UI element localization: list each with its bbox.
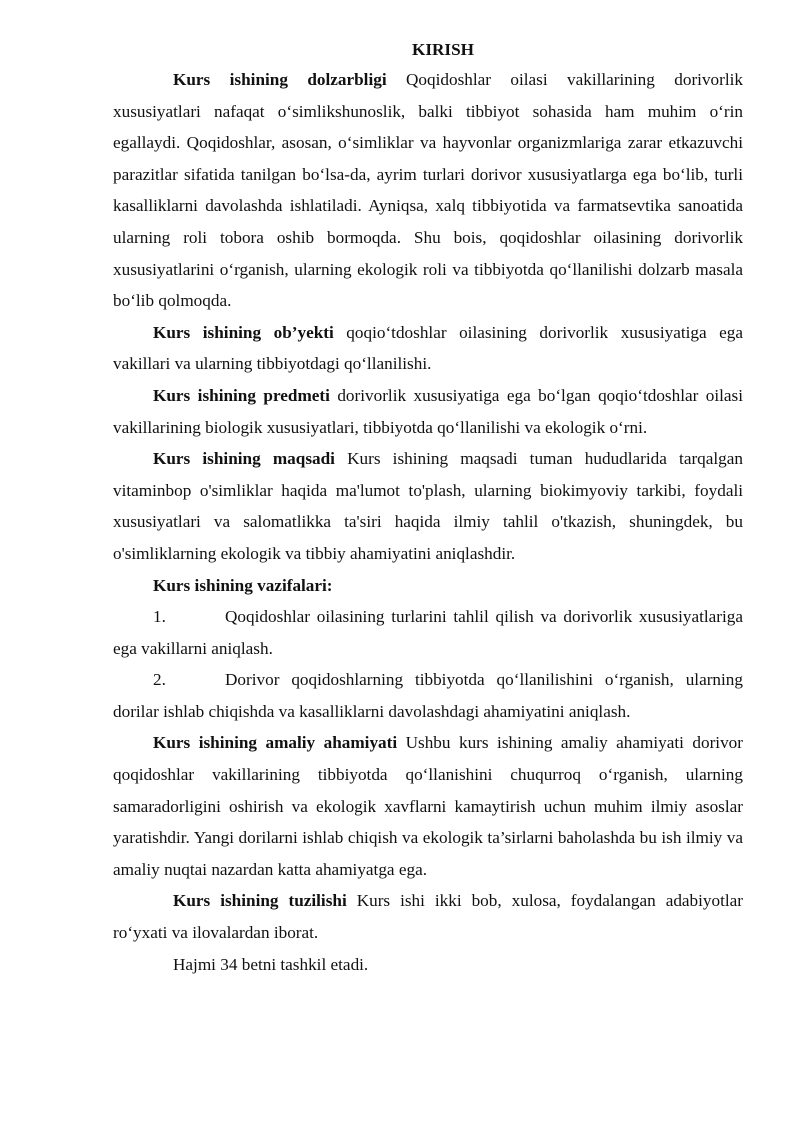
list-number: 1. xyxy=(153,607,166,627)
list-item xyxy=(113,664,743,727)
paragraph-hajmi: Hajmi 34 betni tashkil etadi. xyxy=(173,954,369,974)
text-tuzilishi: Kurs ishi ikki bob, xulosa, foydalangan adabiyotlar ro‘yxati va ilovalardan iborat. xyxy=(113,891,743,943)
heading-tuzilishi: Kurs ishining tuzilishi xyxy=(173,891,347,911)
list-text: Qoqidoshlar oilasining turlarini tahlil qilish va dorivorlik xususiyatlariga ega vakillarni aniqlash. xyxy=(113,607,743,658)
heading-obyekti: Kurs ishining ob’yekti xyxy=(153,322,334,342)
paragraph-obyekti xyxy=(113,317,743,380)
paragraph-predmeti xyxy=(113,380,743,443)
paragraph-tuzilishi xyxy=(113,885,743,948)
text-predmeti: dorivorlik xususiyatiga ega bo‘lgan qoqio‘tdoshlar oilasi vakillarining biologik xususiyatlari, tibbiyotda qo‘llanilishi va ekologik o‘rni. xyxy=(113,385,743,437)
text-amaliy: Ushbu kurs ishining amaliy ahamiyati dorivor qoqidoshlar vakillarining tibbiyotda qo‘llanishini chuqurroq o‘rganish, ularning samaradorligini oshirish va ekologik xavflarni kamaytirish uchun muhim ilmiy asoslar yaratishdir. Yangi dorilarni ishlab chiqish va ekologik ta’sirlarni baholashda bu ish ilmiy va amaliy nuqtai nazardan katta ahamiyatga ega. xyxy=(113,733,743,879)
heading-amaliy: Kurs ishining amaliy ahamiyati xyxy=(153,733,398,753)
text-dolzarbligi: Qoqidoshlar oilasi vakillarining dorivorlik xususiyatlari nafaqat o‘simlikshunoslik, balki tibbiyot sohasida ham muhim o‘rin egallaydi. Qoqidoshlar, asosan, o‘simliklar va hayvonlar organizmlariga zarar etkazuvchi parazitlar sifatida tanilgan bo‘lsa-da, ayrim turlari dorivor xususiyatlarga ega bo‘lib, turli kasalliklarni davolashda ishlatiladi. Ayniqsa, xalq tibbiyotida va farmatsevtika sanoatida ularning roli tobora oshib bormoqda. Shu bois, qoqidoshlar oilasining dorivorlik xususiyatlarini o‘rganish, ularning ekologik roli va tibbiyotda qo‘llanilishi dolzarb masala bo‘lib qolmoqda. xyxy=(113,70,744,311)
heading-maqsadi: Kurs ishining maqsadi xyxy=(153,449,335,469)
paragraph-amaliy xyxy=(113,727,743,885)
page-title: KIRISH xyxy=(411,40,475,59)
document-page xyxy=(113,36,743,980)
list-number: 2. xyxy=(153,670,166,690)
heading-dolzarbligi: Kurs ishining dolzarbligi xyxy=(173,70,387,89)
paragraph-dolzarbligi xyxy=(113,64,743,317)
text-obyekti: qoqio‘tdoshlar oilasining dorivorlik xususiyatiga ega vakillari va ularning tibbiyotdagi qo‘llanilishi. xyxy=(113,322,744,374)
text-maqsadi: Kurs ishining maqsadi tuman hududlarida tarqalgan vitaminbop o'simliklar haqida ma'lumot to'plash, ularning biokimyoviy tarkibi, foydali xususiyatlari va salomatlikka ta'siri haqida ilmiy tahlil o'tkazish, shuningdek, bu o'simliklarning ekologik va tibbiy ahamiyatini aniqlashdir. xyxy=(113,449,743,563)
paragraph-vazifalari xyxy=(113,570,743,602)
heading-predmeti: Kurs ishining predmeti xyxy=(153,385,330,405)
list-text: Dorivor qoqidoshlarning tibbiyotda qo‘llanilishini o‘rganish, ularning dorilar ishlab chiqishda va kasalliklarni davolashdagi ahamiyatini aniqlash. xyxy=(113,670,743,721)
heading-vazifalari: Kurs ishining vazifalari: xyxy=(153,575,333,595)
paragraph-maqsadi xyxy=(113,443,743,569)
list-item xyxy=(113,601,743,664)
